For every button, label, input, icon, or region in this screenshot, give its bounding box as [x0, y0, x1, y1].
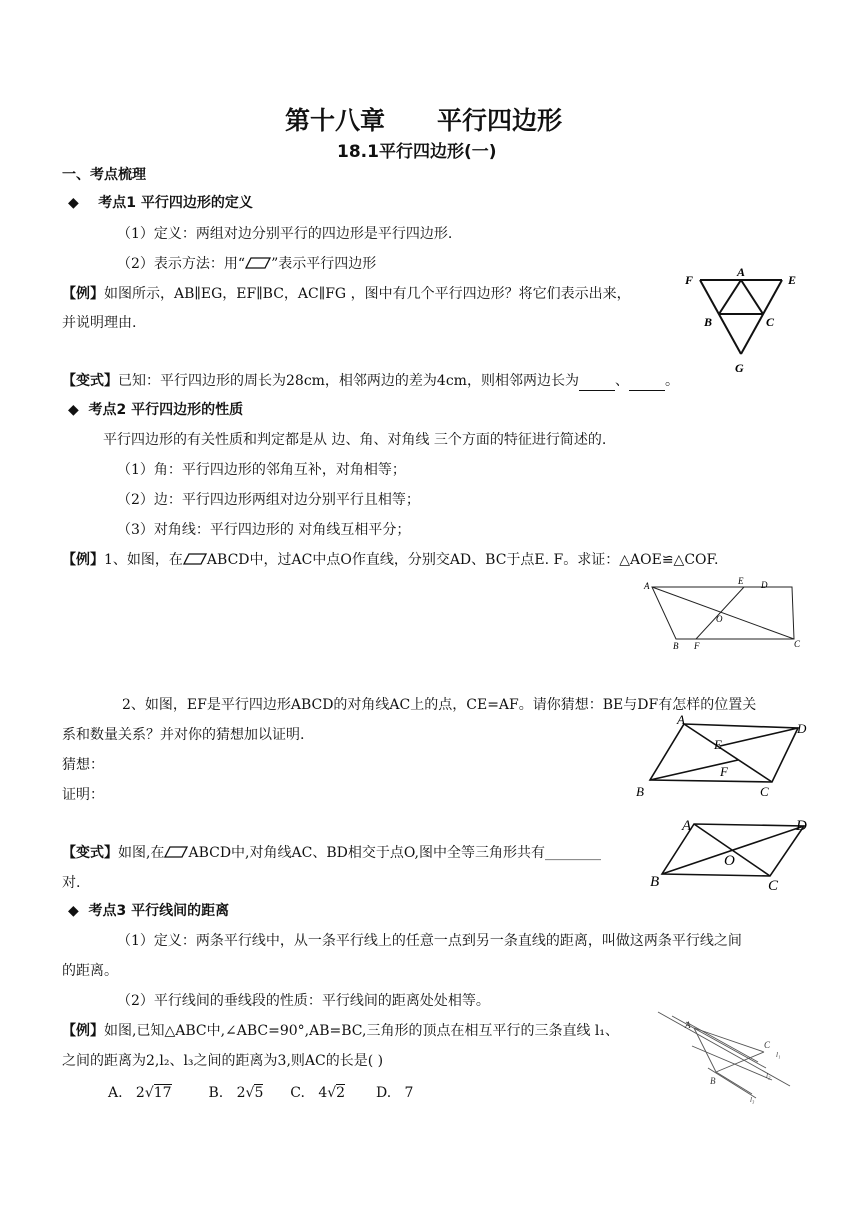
fig5-label-l2: l₂ [766, 1072, 771, 1080]
fig5-label-C: C [764, 1040, 771, 1050]
kp1-example-line2: 并说明理由. [62, 315, 137, 331]
chapter-topic: 平行四边形 [437, 106, 563, 135]
fig1-label-F: F [685, 273, 694, 287]
kp3-definition-line2: 的距离。 [62, 963, 118, 979]
kp2-marker: ◆ [68, 402, 79, 418]
fig4-label-O: O [724, 853, 735, 869]
figure-parallel-lines-triangle [652, 1010, 797, 1105]
answer-blank-1[interactable] [579, 373, 615, 391]
kp3-heading [68, 903, 229, 920]
fig3-label-D: D [797, 721, 807, 736]
kp1-example [62, 286, 631, 303]
variant-text: 已知：平行四边形的周长为28cm，相邻两边的差为4cm，则相邻两边长为 [118, 373, 579, 389]
option-a-label: A. [108, 1085, 123, 1101]
kp1-marker: ◆ [68, 195, 79, 211]
example1-post: ABCD中，过AC中点O作直线，分别交AD、BC于点E. F。求证：△AOE≌△COF. [206, 552, 719, 568]
fig2-label-C: C [794, 639, 801, 649]
example-text: 如图,已知△ABC中,∠ABC=90°,AB=BC,三角形的顶点在相互平行的三条直线 l₁、 [104, 1023, 620, 1039]
fig1-label-A: A [737, 265, 746, 279]
fig3-label-C: C [760, 784, 769, 799]
example-tag: 【例】 [62, 552, 104, 568]
sqrt-icon: √ [327, 1085, 337, 1101]
fig3-label-F: F [720, 764, 728, 779]
example1-pre: 1、如图，在 [104, 552, 183, 568]
fig1-label-G: G [735, 361, 744, 375]
section-subtitle: 18.1平行四边形(一) [337, 142, 497, 162]
answer-blank-3[interactable]: ________ [544, 845, 601, 861]
chapter-title [285, 106, 562, 136]
fig2-label-B: B [673, 641, 679, 651]
fig4-label-B: B [650, 874, 660, 890]
kp2-example1 [62, 552, 719, 569]
fig5-label-B: B [710, 1076, 716, 1086]
fig5-label-l3: l₃ [750, 1096, 755, 1104]
answer-blank-2[interactable] [629, 373, 665, 391]
chapter-number: 第十八章 [285, 106, 386, 135]
sqrt-icon: √ [245, 1085, 255, 1101]
fig4-label-A: A [682, 818, 692, 834]
fig2-label-F: F [694, 641, 700, 651]
kp2-angle: （1）角：平行四边形的邻角互补，对角相等； [117, 462, 406, 478]
figure-parallelogram-ef-diagonal [632, 712, 812, 802]
variant-pre: 如图,在 [118, 845, 165, 861]
variant-tag: 【变式】 [62, 845, 118, 861]
kp3-example [62, 1023, 619, 1040]
answer-options [108, 1085, 413, 1102]
figure-parallelogram-diagonals [648, 808, 818, 893]
option-d[interactable] [376, 1085, 413, 1101]
option-c-radicand: 2 [336, 1085, 346, 1101]
fig1-label-B: B [704, 315, 713, 329]
notation-pre: （2）表示方法：用“ [117, 256, 246, 272]
fig4-label-D: D [796, 818, 807, 834]
fig1-label-E: E [788, 273, 797, 287]
kp1-title: 考点1 平行四边形的定义 [98, 195, 253, 211]
option-c[interactable] [290, 1084, 345, 1101]
kp1-notation [117, 256, 376, 273]
variant-sep: 、 [614, 373, 629, 389]
kp3-example-line2: 之间的距离为2,l₂、l₃之间的距离为3,则AC的长是( ) [62, 1053, 384, 1069]
fig2-label-O: O [716, 614, 723, 624]
example-tag: 【例】 [62, 1023, 104, 1039]
kp2-variant-end: 对. [62, 875, 81, 891]
variant-tag: 【变式】 [62, 373, 118, 389]
kp1-variant [62, 373, 679, 391]
notation-post: ”表示平行四边形 [271, 256, 377, 272]
parallelogram-symbol-icon [245, 257, 271, 269]
option-d-value: 7 [404, 1085, 414, 1101]
kp2-side: （2）边：平行四边形两组对边分别平行且相等； [117, 492, 420, 508]
parallelogram-symbol-icon [164, 846, 188, 858]
option-d-label: D. [375, 1085, 392, 1101]
fig5-label-l1: l₁ [776, 1051, 781, 1059]
kp3-property: （2）平行线间的垂线段的性质：平行线间的距离处处相等。 [117, 993, 490, 1009]
option-b-label: B. [208, 1085, 224, 1101]
fig2-label-D: D [761, 580, 768, 590]
option-b-radicand: 5 [254, 1085, 264, 1101]
fig3-label-A: A [677, 712, 685, 727]
parallelogram-symbol-icon [183, 553, 207, 565]
kp3-definition: （1）定义：两条平行线中，从一条平行线上的任意一点到另一条直线的距离，叫做这两条平行线之间 [117, 933, 742, 949]
kp2-heading [68, 402, 243, 419]
fig5-label-A: A [685, 1020, 691, 1030]
kp2-diagonal: （3）对角线：平行四边形的 对角线互相平分； [117, 522, 411, 538]
kp1-definition: （1）定义：两组对边分别平行的四边形是平行四边形. [117, 226, 453, 242]
option-a[interactable] [108, 1084, 172, 1101]
kp2-title: 考点2 平行四边形的性质 [88, 402, 244, 418]
kp2-variant [62, 845, 601, 862]
example-text: 如图所示，AB∥EG，EF∥BC，AC∥FG ，图中有几个平行四边形？将它们表示出来， [104, 286, 631, 302]
example-tag: 【例】 [62, 286, 104, 302]
sqrt-icon: √ [144, 1085, 154, 1101]
fig2-label-E: E [738, 576, 744, 586]
guess-label: 猜想： [62, 757, 104, 773]
option-a-radicand: 17 [153, 1085, 172, 1101]
fig1-label-C: C [766, 315, 775, 329]
fig3-label-B: B [636, 784, 644, 799]
proof-label: 证明： [62, 787, 104, 803]
option-b[interactable] [209, 1084, 264, 1101]
kp1-heading [68, 195, 253, 212]
kp3-title: 考点3 平行线间的距离 [88, 903, 230, 919]
figure-parallelogram-aefc [640, 575, 810, 655]
variant-end: 。 [664, 373, 679, 389]
option-b-coef: 2 [236, 1085, 246, 1101]
fig2-label-A: A [644, 581, 650, 591]
option-c-coef: 4 [318, 1085, 328, 1101]
kp2-example2: 2、如图，EF是平行四边形ABCD的对角线AC上的点，CE=AF。请你猜想：BE与DF有怎样的位置关 [122, 697, 757, 713]
fig3-label-E: E [714, 737, 722, 752]
variant-post: ABCD中,对角线AC、BD相交于点O,图中全等三角形共有 [188, 845, 545, 861]
section-heading: 一、考点梳理 [62, 167, 146, 183]
option-c-label: C. [290, 1085, 305, 1101]
figure-triangle-grid [682, 264, 802, 376]
fig4-label-C: C [768, 878, 779, 893]
kp2-example2-line2: 系和数量关系？并对你的猜想加以证明. [62, 727, 305, 743]
kp2-intro: 平行四边形的有关性质和判定都是从 边、角、对角线 三个方面的特征进行简述的. [103, 432, 607, 448]
option-a-coef: 2 [135, 1085, 145, 1101]
kp3-marker: ◆ [68, 903, 79, 919]
